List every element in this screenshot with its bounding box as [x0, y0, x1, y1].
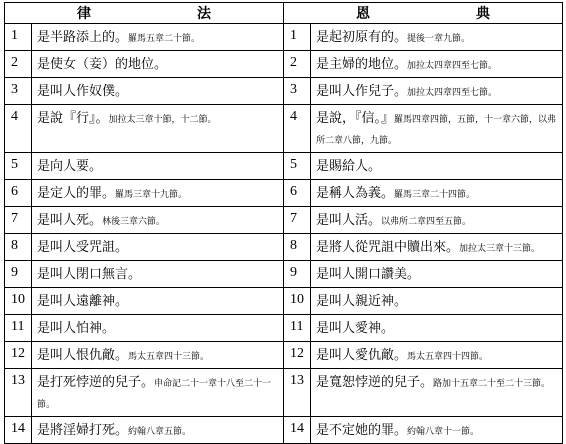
grace-cell — [311, 315, 563, 342]
grace-cell — [311, 180, 563, 207]
law-cell — [32, 180, 284, 207]
law-row-number: 11 — [5, 315, 32, 342]
grace-row-number: 13 — [284, 369, 311, 417]
law-row-number: 7 — [5, 207, 32, 234]
law-row-number: 13 — [5, 369, 32, 417]
table-row — [5, 288, 563, 315]
law-cell — [32, 24, 284, 51]
law-statement: 是叫人閉口無言。 — [37, 267, 142, 282]
grace-cell — [311, 105, 563, 153]
grace-statement: 是叫人活。 — [316, 213, 382, 228]
law-statement: 是使女（妾）的地位。 — [37, 57, 168, 72]
law-statement: 是打死悖逆的兒子。 — [37, 375, 155, 390]
law-row-number: 8 — [5, 234, 32, 261]
law-row-number: 14 — [5, 417, 32, 444]
law-cell — [32, 369, 284, 417]
table-row — [5, 180, 563, 207]
law-statement: 是向人要。 — [37, 159, 103, 174]
law-cell — [32, 342, 284, 369]
law-header: 律 法 — [5, 3, 284, 24]
law-statement: 是叫人遠離神。 — [37, 294, 129, 309]
law-statement: 是叫人受咒詛。 — [37, 240, 129, 255]
grace-cell — [311, 207, 563, 234]
law-cell — [32, 417, 284, 444]
grace-row-number: 2 — [284, 51, 311, 78]
law-statement: 是半路添上的。 — [37, 30, 129, 45]
grace-row-number: 11 — [284, 315, 311, 342]
grace-cell — [311, 51, 563, 78]
grace-scripture-ref: 羅馬三章二十四節。 — [394, 190, 476, 200]
law-statement: 是說『行』。 — [37, 111, 109, 126]
grace-scripture-ref: 羅馬四章四節，五節，十一章六節，以弗所二章八節，九節。 — [316, 115, 557, 146]
law-cell — [32, 207, 284, 234]
grace-statement: 是叫人開口讚美。 — [316, 267, 421, 282]
grace-row-number: 14 — [284, 417, 311, 444]
law-row-number: 5 — [5, 153, 32, 180]
table-row — [5, 234, 563, 261]
law-statement: 是叫人恨仇敵。 — [37, 348, 129, 363]
grace-scripture-ref: 路加十五章二十至二十三節。 — [433, 379, 551, 389]
grace-cell — [311, 261, 563, 288]
law-cell — [32, 105, 284, 153]
grace-statement: 是叫人愛仇敵。 — [316, 348, 408, 363]
grace-statement: 是叫人親近神。 — [316, 294, 408, 309]
law-scripture-ref: 加拉太三章十節，十二節。 — [108, 115, 217, 125]
law-cell — [32, 78, 284, 105]
grace-row-number: 12 — [284, 342, 311, 369]
grace-scripture-ref: 提後一章九節。 — [407, 34, 471, 44]
table-row — [5, 417, 563, 444]
grace-statement: 是賜給人。 — [316, 159, 382, 174]
law-grace-table — [4, 2, 563, 444]
law-cell — [32, 234, 284, 261]
law-cell — [32, 51, 284, 78]
grace-scripture-ref: 以弗所二章四至五節。 — [381, 217, 472, 227]
grace-statement: 是將人從咒詛中贖出來。 — [316, 240, 460, 255]
grace-cell — [311, 369, 563, 417]
law-row-number: 4 — [5, 105, 32, 153]
law-cell — [32, 288, 284, 315]
grace-row-number: 7 — [284, 207, 311, 234]
grace-row-number: 4 — [284, 105, 311, 153]
table-row — [5, 105, 563, 153]
table-row — [5, 207, 563, 234]
table-row — [5, 153, 563, 180]
grace-statement: 是不定她的罪。 — [316, 423, 408, 438]
law-row-number: 10 — [5, 288, 32, 315]
grace-statement: 是說，『信。』 — [316, 111, 395, 126]
law-cell — [32, 153, 284, 180]
law-scripture-ref: 馬太五章四十三節。 — [128, 352, 210, 362]
grace-cell — [311, 417, 563, 444]
grace-scripture-ref: 加拉太三章十三節。 — [459, 244, 541, 254]
law-row-number: 12 — [5, 342, 32, 369]
grace-scripture-ref: 加拉太四章四至七節。 — [407, 61, 498, 71]
table-row — [5, 315, 563, 342]
table-row — [5, 51, 563, 78]
table-row — [5, 342, 563, 369]
law-cell — [32, 261, 284, 288]
table-body — [5, 24, 563, 444]
grace-statement: 是稱人為義。 — [316, 186, 395, 201]
grace-statement: 是叫人作兒子。 — [316, 84, 408, 99]
grace-cell — [311, 24, 563, 51]
table-row — [5, 24, 563, 51]
grace-header: 恩 典 — [284, 3, 563, 24]
law-statement: 是定人的罪。 — [37, 186, 116, 201]
law-row-number: 1 — [5, 24, 32, 51]
grace-row-number: 8 — [284, 234, 311, 261]
grace-row-number: 3 — [284, 78, 311, 105]
law-statement: 是叫人死。 — [37, 213, 103, 228]
table-row — [5, 369, 563, 417]
law-row-number: 6 — [5, 180, 32, 207]
law-scripture-ref: 林後三章六節。 — [102, 217, 166, 227]
grace-cell — [311, 153, 563, 180]
table-row — [5, 261, 563, 288]
law-row-number: 3 — [5, 78, 32, 105]
law-cell — [32, 315, 284, 342]
grace-row-number: 10 — [284, 288, 311, 315]
grace-statement: 是寬恕悖逆的兒子。 — [316, 375, 434, 390]
law-scripture-ref: 申命記二十一章十八至二十一節。 — [37, 379, 272, 410]
law-scripture-ref: 約翰八章五節。 — [128, 427, 192, 437]
grace-row-number: 9 — [284, 261, 311, 288]
grace-row-number: 5 — [284, 153, 311, 180]
grace-cell — [311, 342, 563, 369]
law-statement: 是叫人作奴僕。 — [37, 84, 129, 99]
grace-statement: 是主婦的地位。 — [316, 57, 408, 72]
grace-statement: 是叫人愛神。 — [316, 321, 395, 336]
law-scripture-ref: 羅馬五章二十節。 — [128, 34, 201, 44]
grace-scripture-ref: 加拉太四章四至七節。 — [407, 88, 498, 98]
grace-row-number: 1 — [284, 24, 311, 51]
grace-cell — [311, 288, 563, 315]
grace-statement: 是起初原有的。 — [316, 30, 408, 45]
grace-cell — [311, 78, 563, 105]
law-scripture-ref: 羅馬三章十九節。 — [115, 190, 188, 200]
grace-cell — [311, 234, 563, 261]
law-statement: 是叫人怕神。 — [37, 321, 116, 336]
header-row — [5, 3, 563, 24]
table-row — [5, 78, 563, 105]
law-row-number: 9 — [5, 261, 32, 288]
law-statement: 是將淫婦打死。 — [37, 423, 129, 438]
grace-row-number: 6 — [284, 180, 311, 207]
law-row-number: 2 — [5, 51, 32, 78]
grace-scripture-ref: 約翰八章十一節。 — [407, 427, 480, 437]
grace-scripture-ref: 馬太五章四十四節。 — [407, 352, 489, 362]
